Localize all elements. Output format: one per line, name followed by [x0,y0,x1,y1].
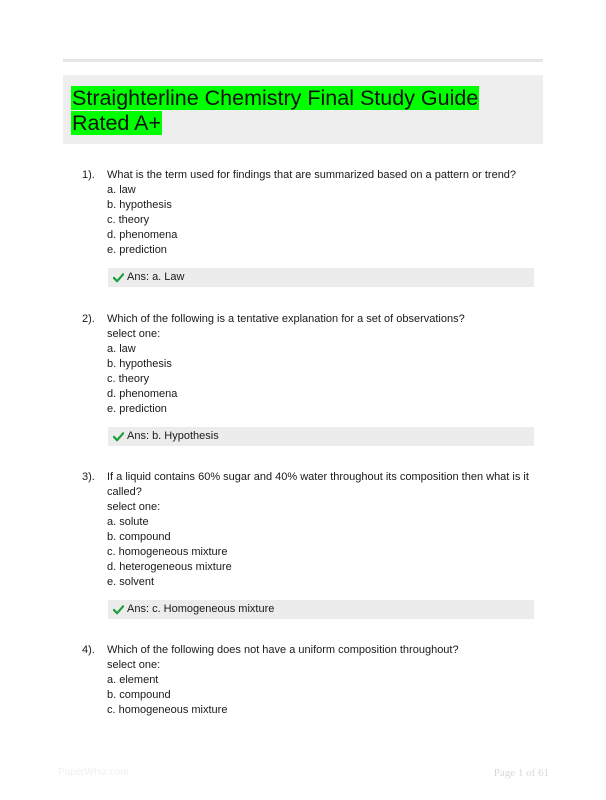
answer-bar [108,427,534,446]
option-d: d. heterogeneous mixture [107,561,232,573]
option-e: e. prediction [107,244,167,256]
option-d: d. phenomena [107,229,178,241]
option-e: e. prediction [107,403,167,415]
option-b: b. compound [107,531,171,543]
option-b: b. hypothesis [107,199,172,211]
option-c: c. theory [107,373,150,385]
question-body [107,168,532,258]
question-number: 1). [82,169,95,181]
question-body [107,312,532,417]
check-icon [113,272,124,283]
select-label: select one: [107,328,161,340]
page-number: Page 1 of 61 [493,767,549,779]
option-a: a. law [107,184,136,196]
option-d: d. phenomena [107,388,178,400]
option-a: a. solute [107,516,149,528]
answer-text: Ans: b. Hypothesis [127,430,219,442]
question-body [107,470,532,590]
document-title-text: Straighterline Chemistry Final Study Guide Rated A+ [72,86,479,135]
question-text-line-2: called? [107,486,142,498]
top-divider [63,59,543,62]
option-c: c. homogeneous mixture [107,704,228,716]
option-a: a. element [107,674,159,686]
question-number: 4). [82,644,95,656]
question-number: 2). [82,313,95,325]
option-a: a. law [107,343,136,355]
option-b: b. compound [107,689,171,701]
answer-bar [108,268,534,287]
select-label: select one: [107,659,161,671]
title-banner [63,75,543,144]
answer-bar [108,600,534,619]
check-icon [113,604,124,615]
check-icon [113,431,124,442]
question-text: What is the term used for findings that are summarized based on a pattern or trend? [107,169,517,181]
question-text: Which of the following does not have a uniform composition throughout? [107,644,459,656]
question-body [107,643,532,718]
select-label: select one: [107,501,161,513]
option-b: b. hypothesis [107,358,172,370]
question-text: Which of the following is a tentative explanation for a set of observations? [107,313,465,325]
option-c: c. homogeneous mixture [107,546,228,558]
answer-text: Ans: c. Homogeneous mixture [127,603,275,615]
answer-text: Ans: a. Law [127,271,185,283]
option-c: c. theory [107,214,150,226]
question-text-line-1: If a liquid contains 60% sugar and 40% water throughout its composition then what is it [107,471,529,483]
option-e: e. solvent [107,576,155,588]
footer-watermark: PaperWhiz.com [58,767,129,778]
document-title [71,86,537,136]
question-number: 3). [82,471,95,483]
